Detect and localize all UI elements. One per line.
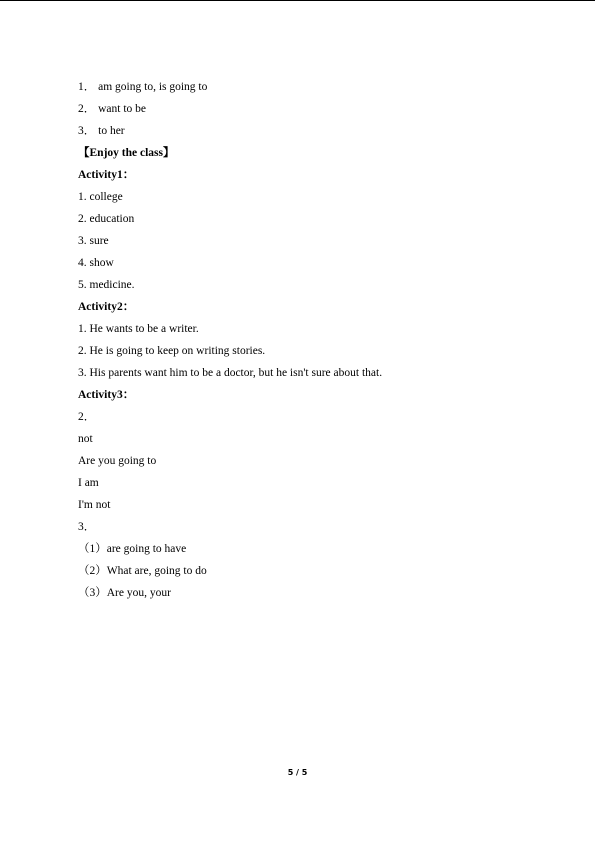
answer-content — [78, 78, 538, 606]
activity1-answer-1: 1. college — [78, 191, 123, 203]
activity2-answer-2: 2. He is going to keep on writing stories. — [78, 345, 266, 357]
activity2-answer-1: 1. He wants to be a writer. — [78, 323, 199, 335]
activity3-part-2-answer-2: Are you going to — [78, 455, 157, 467]
activity3-part-3-label: 3． — [78, 521, 96, 533]
activity1-answer-4: 4. show — [78, 257, 114, 269]
activity3-part-2-answer-3: I am — [78, 477, 99, 489]
activity3-part-2-answer-1: not — [78, 433, 93, 445]
activity1-answer-3: 3. sure — [78, 235, 109, 247]
activity2-answer-3: 3. His parents want him to be a doctor, but he isn't sure about that. — [78, 367, 383, 379]
activity3-part-3-answer-3: （3）Are you, your — [78, 587, 171, 599]
activity3-part-3-answer-2: （2）What are, going to do — [78, 565, 207, 577]
answer-line-2: 2． want to be — [78, 103, 147, 115]
activity1-heading: Activity1： — [78, 169, 135, 181]
answer-line-3: 3． to her — [78, 125, 125, 137]
activity3-part-3-answer-1: （1）are going to have — [78, 543, 187, 555]
activity2-heading: Activity2： — [78, 301, 135, 313]
page-number: 5 / 5 — [287, 768, 308, 777]
section-heading-enjoy-the-class: 【Enjoy the class】 — [78, 147, 175, 159]
activity1-answer-2: 2. education — [78, 213, 135, 225]
activity3-part-2-label: 2． — [78, 411, 96, 423]
answer-line-1: 1． am going to, is going to — [78, 81, 208, 93]
activity1-answer-5: 5. medicine. — [78, 279, 135, 291]
activity3-heading: Activity3： — [78, 389, 135, 401]
page-top-border — [0, 0, 595, 1]
activity3-part-2-answer-4: I'm not — [78, 499, 111, 511]
